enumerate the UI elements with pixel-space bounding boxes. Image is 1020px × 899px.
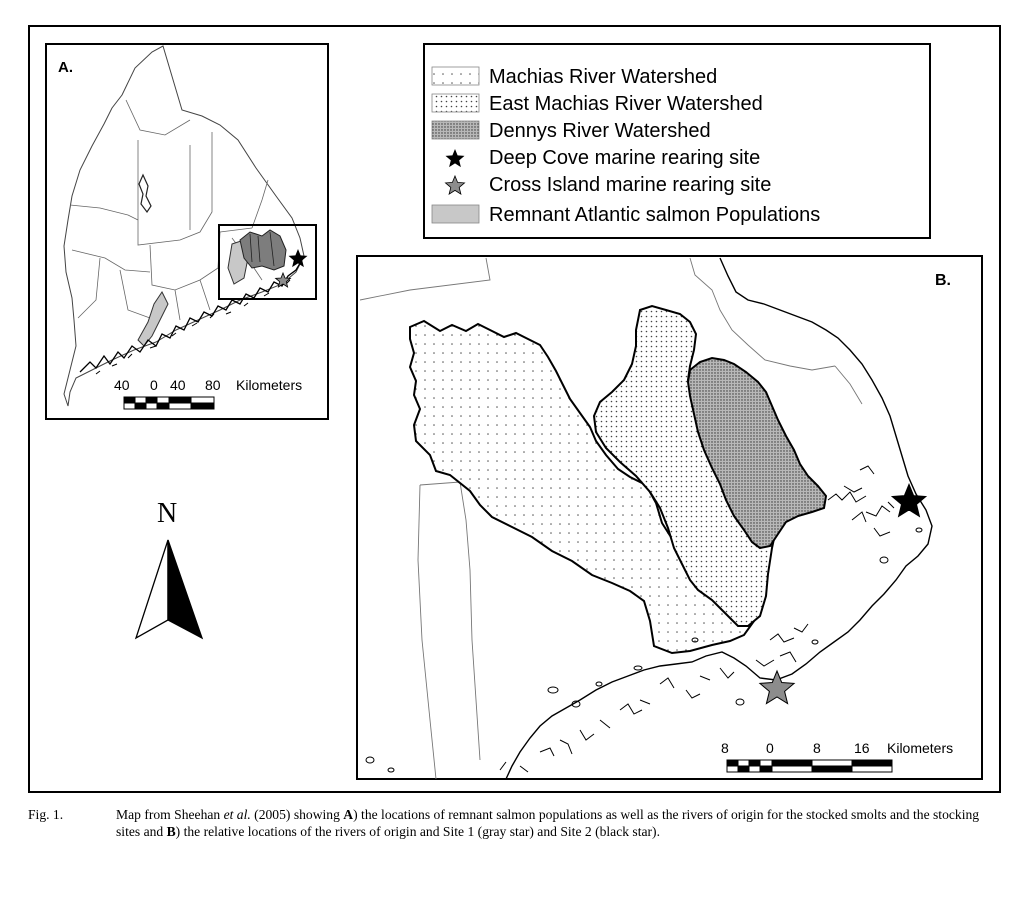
caption-number: Fig. 1. bbox=[28, 807, 64, 822]
legend-label-east-machias: East Machias River Watershed bbox=[489, 93, 763, 115]
legend-label-machias: Machias River Watershed bbox=[489, 66, 718, 88]
north-arrow bbox=[136, 498, 202, 638]
sparse-dots-swatch bbox=[432, 67, 479, 85]
scale-b-tick-2: 8 bbox=[813, 740, 821, 756]
scale-a-tick-2: 40 bbox=[170, 377, 186, 393]
caption-text-2: (2005) showing bbox=[250, 807, 344, 822]
legend-label-remnant: Remnant Atlantic salmon Populations bbox=[489, 204, 821, 226]
scale-b-tick-0: 8 bbox=[721, 740, 729, 756]
north-arrow-right bbox=[168, 540, 202, 638]
caption-text-1: Map from Sheehan bbox=[116, 807, 224, 822]
scale-bar-b bbox=[727, 760, 892, 772]
scale-b-tick-1: 0 bbox=[766, 740, 774, 756]
scale-b-tick-3: 16 bbox=[854, 740, 870, 756]
legend-label-cross-island: Cross Island marine rearing site bbox=[489, 174, 772, 196]
scale-bar-a bbox=[124, 397, 214, 409]
scale-b-unit: Kilometers bbox=[887, 740, 954, 756]
dark-stipple-swatch bbox=[432, 121, 479, 139]
scale-a-tick-0: 40 bbox=[114, 377, 130, 393]
caption-b: B bbox=[166, 824, 176, 839]
dense-dots-swatch bbox=[432, 94, 479, 112]
caption-text-3: ) the locations of remnant salmon populations as well as the rivers of origin for the stocked smolts and the stocking sites and bbox=[116, 807, 980, 839]
legend-label-deep-cove: Deep Cove marine rearing site bbox=[489, 147, 761, 169]
gray-swatch bbox=[432, 205, 479, 223]
caption-text-4: ) the relative locations of the rivers of origin and Site 1 (gray star) and Site 2 (black star). bbox=[175, 824, 660, 839]
north-label: N bbox=[157, 498, 178, 529]
scale-a-unit: Kilometers bbox=[236, 377, 303, 393]
caption-etal: et al. bbox=[223, 807, 251, 822]
caption-body bbox=[116, 806, 1006, 840]
caption-a: A bbox=[343, 807, 354, 822]
panel-b-map bbox=[357, 256, 982, 779]
scale-a-tick-1: 0 bbox=[150, 377, 158, 393]
north-arrow-left bbox=[136, 540, 168, 638]
scale-a-tick-3: 80 bbox=[205, 377, 221, 393]
panel-b-label: B. bbox=[935, 272, 951, 289]
legend bbox=[424, 44, 930, 238]
panel-a-label: A. bbox=[58, 59, 73, 76]
legend-label-dennys: Dennys River Watershed bbox=[489, 120, 711, 142]
panel-a-inset bbox=[46, 44, 328, 419]
